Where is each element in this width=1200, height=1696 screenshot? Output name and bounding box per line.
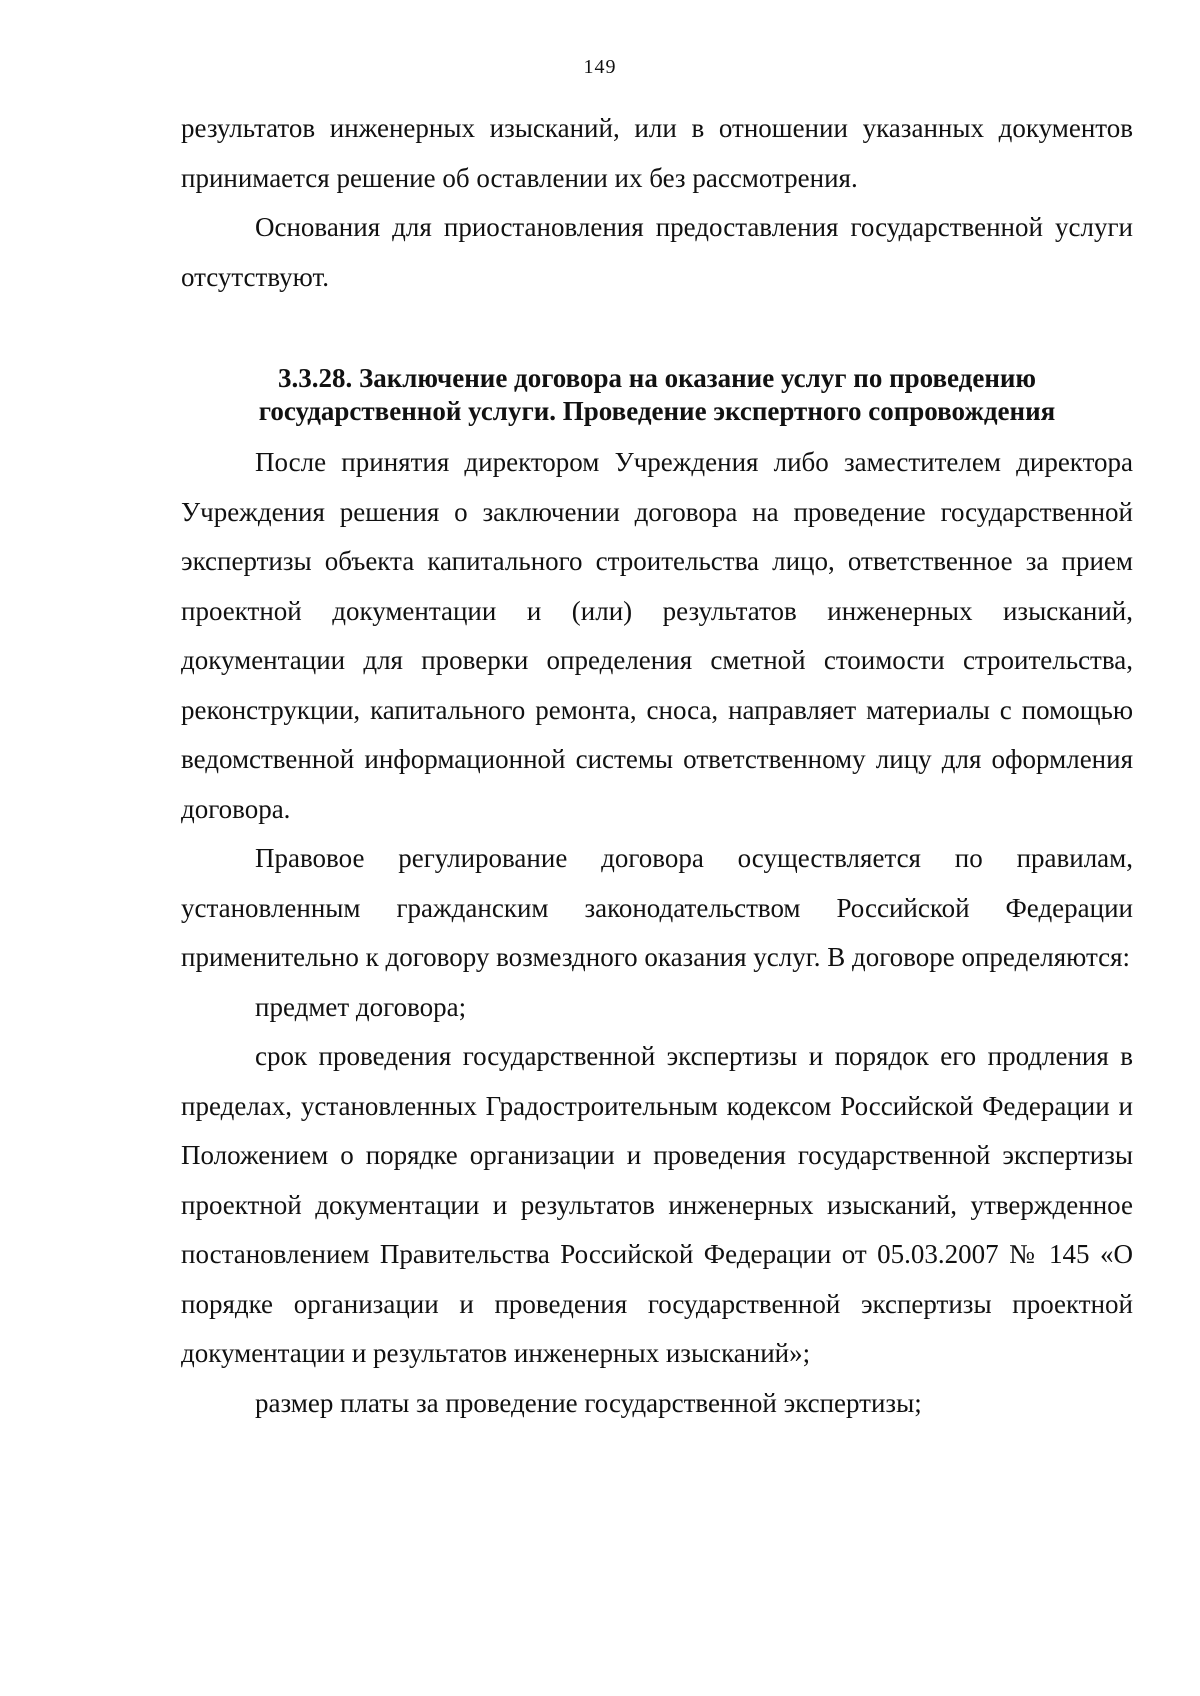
paragraph-contract-subject: предмет договора; <box>255 991 467 1022</box>
paragraph-contract-preparation: После принятия директором Учреждения либо заместителем директора Учреждения решения о заключении договора на проведение государственной экспертизы объекта капитального строительства лицо, ответственное за прием проектной документации и (или) результатов инженерных изысканий, документации для проверки определения сметной стоимости строительства, реконструкции, капитального ремонта, сноса, направляет материалы с помощью ведомственной информационной системы ответственному лицу для оформления договора. <box>181 447 1133 824</box>
section-heading-line-1: 3.3.28. Заключение договора на оказание услуг по проведению <box>277 363 1037 393</box>
paragraph-continuation: результатов инженерных изысканий, или в отношении указанных документов принимается решение об оставлении их без рассмотрения. <box>181 113 1133 193</box>
paragraph-legal-regulation: Правовое регулирование договора осуществляется по правилам, установленным гражданским законодательством Российской Федерации применительно к договору возмездного оказания услуг. В договоре определяются: <box>181 843 1133 972</box>
paragraph-expertise-term: срок проведения государственной экспертизы и порядок его продления в пределах, установленных Градостроительным кодексом Российской Федерации и Положением о порядке организации и проведения государственной экспертизы проектной документации и результатов инженерных изысканий, утвержденное постановлением Правительства Российской Федерации от 05.03.2007 № 145 «О порядке организации и проведения государственной экспертизы проектной документации и результатов инженерных изысканий»; <box>181 1041 1133 1368</box>
document-body <box>181 104 1133 1428</box>
page-number: 149 <box>583 56 617 78</box>
paragraph-grounds-absent: Основания для приостановления предоставления государственной услуги отсутствуют. <box>181 212 1133 292</box>
section-heading <box>181 362 1133 438</box>
section-heading-line-2: государственной услуги. Проведение экспертного сопровождения <box>258 396 1056 426</box>
paragraph-fee-amount: размер платы за проведение государственной экспертизы; <box>255 1387 922 1418</box>
